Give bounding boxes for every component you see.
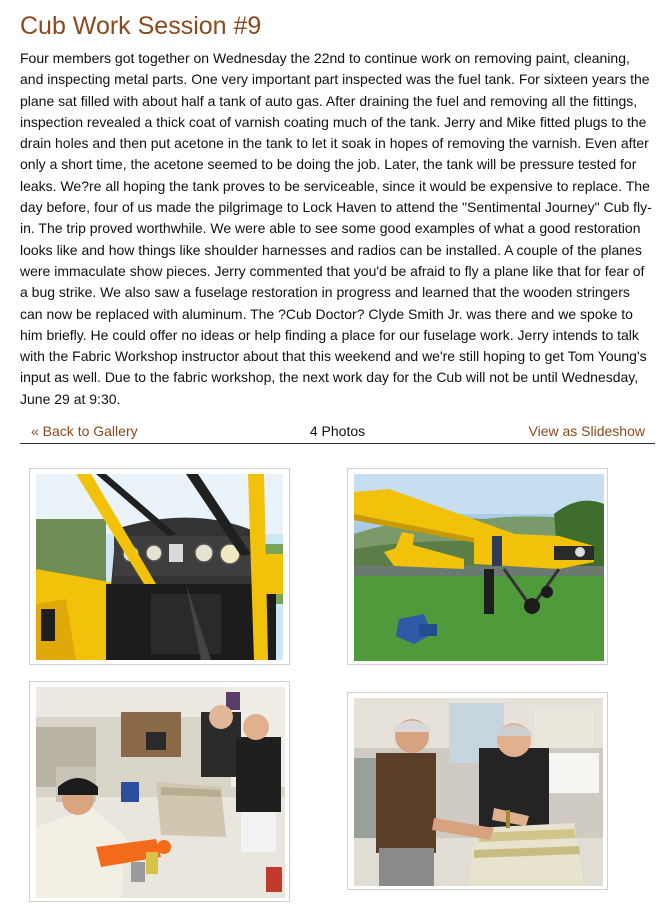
photo-thumbnail-1[interactable] (29, 468, 290, 665)
gallery-nav-bar (20, 421, 655, 444)
view-as-slideshow-link[interactable]: View as Slideshow (528, 423, 645, 439)
session-description: Four members got together on Wednesday the 22nd to continue work on removing paint, cleaning, and inspecting metal parts. One very important part inspected was the fuel tank. For sixteen years the plane sat filled with about half a tank of auto gas. After draining the fuel and removing all the fittings, inspection revealed a thick coat of varnish coating much of the tank. Jerry and Mike fitted plugs to the drain holes and then put acetone in the tank to let it soak in hopes of removing the varnish. Even after only a short time, the acetone seemed to be doing the job. Later, the tank will be pressure tested for leaks. We?re all hoping the tank proves to be serviceable, since it would be expensive to replace. The day before, four of us made the pilgrimage to Lock Haven to attend the "Sentimental Journey" Cub fly-in. The trip proved worthwhile. We were able to see some good examples of what a good restoration looks like and how things like shoulder harnesses and radios can be installed. A couple of the planes were immaculate show pieces. Jerry commented that you'd be afraid to fly a plane like that for fear of a bug strike. We also saw a fuselage restoration in progress and learned that the wooden stringers can now be replaced with aluminum. The ?Cub Doctor? Clyde Smith Jr. was there and we spoke to him briefly. He could offer no ideas or help finding a place for our fuselage work. Jerry intends to talk with the Fabric Workshop instructor about that this weekend and we're still hoping to get Tom Young's input as well. Due to the fabric workshop, the next work day for the Cub will not be until Wednesday, June 29 at 9:30. (20, 50, 652, 407)
photo-thumbnail-2[interactable] (347, 468, 608, 665)
workshop-tank-photo (36, 687, 285, 898)
cockpit-photo (36, 474, 283, 660)
photo-count: 4 Photos (309, 423, 366, 439)
photo-thumbnail-3[interactable] (29, 681, 290, 902)
back-to-gallery-link[interactable]: « Back to Gallery (31, 423, 138, 439)
photo-thumbnail-4[interactable] (347, 692, 608, 890)
page-title: Cub Work Session #9 (20, 12, 262, 40)
cub-on-grass-photo (354, 474, 604, 661)
tank-plugs-photo (354, 698, 603, 886)
